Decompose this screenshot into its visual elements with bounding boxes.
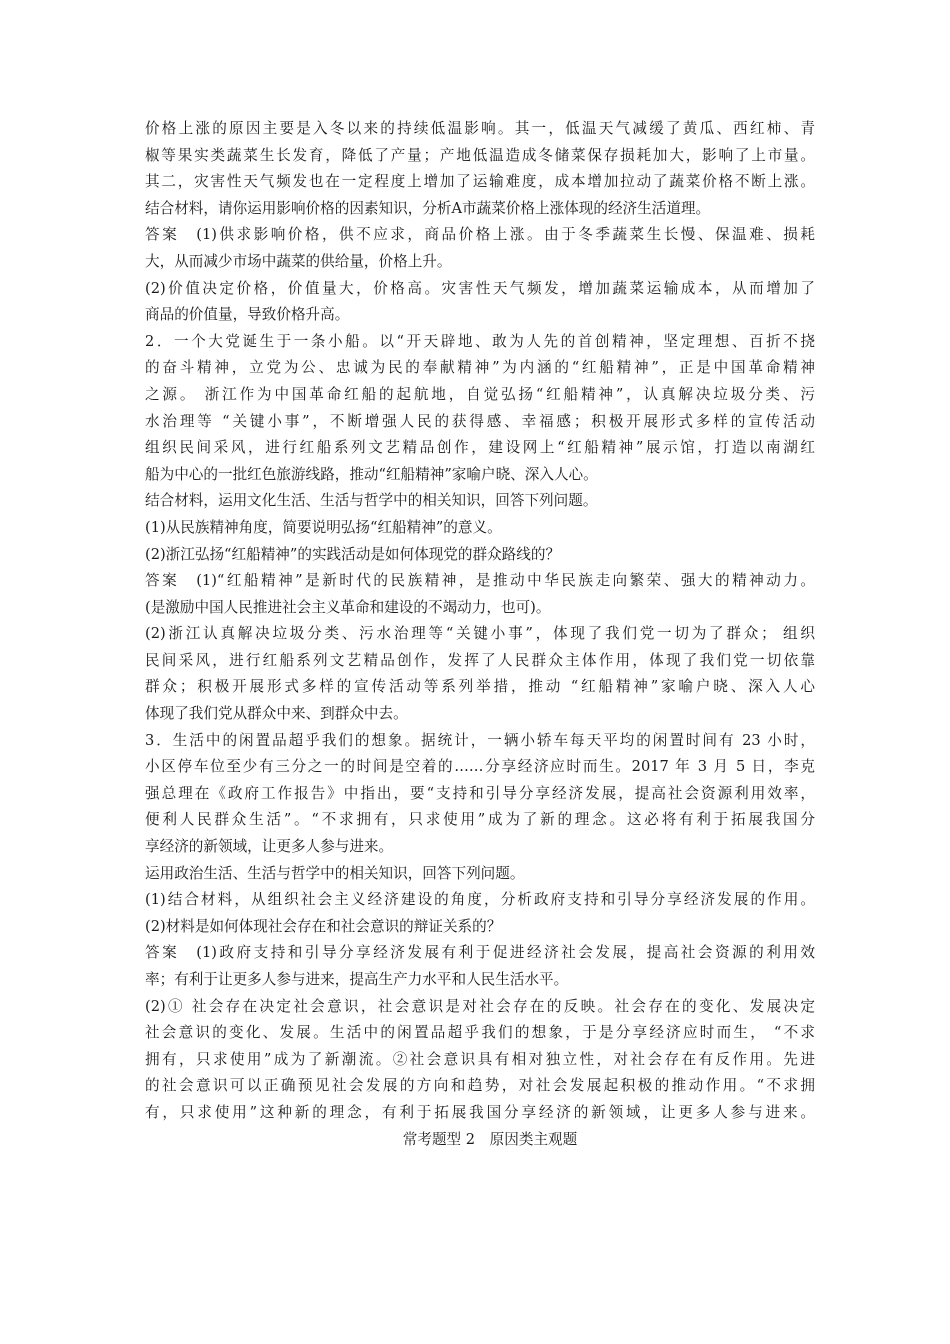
text-line: 小区停车位至少有三分之一的时间是空着的……分享经济应时而生。2017 年 3 月 5 日，李克 [145, 758, 815, 776]
question-line: 3．生活中的闲置品超乎我们的想象。据统计，一辆小轿车每天平均的闲置时间有 23 小时， [145, 731, 815, 749]
text-line: (2)浙江认真解决垃圾分类、污水治理等“关键小事”，体现了我们党一切为了群众； 组织 [145, 625, 815, 643]
text-line: 结合材料，请你运用影响价格的因素知识，分析A市蔬菜价格上涨体现的经济生活道理。 [145, 199, 711, 217]
text-line: 椒等果实类蔬菜生长发育，降低了产量；产地低温造成冬储菜保存损耗加大，影响了上市量。 [145, 146, 815, 164]
text-line: (1)从民族精神角度，简要说明弘扬“红船精神”的意义。 [145, 518, 502, 536]
text-line: (2)材料是如何体现社会存在和社会意识的辩证关系的？ [145, 917, 502, 935]
document-body [145, 116, 815, 1153]
section-heading: 常考题型 2 原因类主观题 [402, 1130, 578, 1148]
answer-line: 答案 (1)政府支持和引导分享经济发展有利于促进经济社会发展，提高社会资源的利用效 [145, 944, 815, 962]
text-line: 之源。 浙江作为中国革命红船的起航地，自觉弘扬“红船精神”，认真解决垃圾分类、污 [145, 385, 815, 403]
text-line: 有，只求使用”这种新的理念，有利于拓展我国分享经济的新领域，让更多人参与进来。 [145, 1103, 815, 1121]
text-line: (是激励中国人民推进社会主义革命和建设的不竭动力，也可)。 [145, 598, 551, 616]
text-line: 体现了我们党从群众中来、到群众中去。 [145, 705, 408, 723]
text-line: 社会意识的变化、发展。生活中的闲置品超乎我们的想象，于是分享经济应时而生， “不求 [145, 1024, 815, 1042]
text-line: 其二，灾害性天气频发也在一定程度上增加了运输难度，成本增加拉动了蔬菜价格不断上涨。 [145, 173, 815, 191]
text-line: 享经济的新领域，让更多人参与进来。 [145, 838, 394, 856]
text-line: 组织民间采风，进行红船系列文艺精品创作，建设网上“红船精神”展示馆，打造以南湖红 [145, 439, 815, 457]
question-line: 2．一个大党诞生于一条小船。以“开天辟地、敢为人先的首创精神，坚定理想、百折不挠 [145, 332, 815, 350]
text-line: (2)① 社会存在决定社会意识，社会意识是对社会存在的反映。社会存在的变化、发展决定 [145, 997, 815, 1015]
answer-line: 答案 (1)“红船精神”是新时代的民族精神，是推动中华民族走向繁荣、强大的精神动力。 [145, 572, 815, 590]
text-line: 结合材料，运用文化生活、生活与哲学中的相关知识，回答下列问题。 [145, 492, 598, 510]
text-line: (2)浙江弘扬“红船精神”的实践活动是如何体现党的群众路线的？ [145, 545, 561, 563]
text-line: 民间采风，进行红船系列文艺精品创作，发挥了人民群众主体作用，体现了我们党一切依靠 [145, 651, 815, 669]
text-line: 价格上涨的原因主要是入冬以来的持续低温影响。其一，低温天气减缓了黄瓜、西红柿、青 [145, 120, 815, 137]
text-line: 运用政治生活、生活与哲学中的相关知识，回答下列问题。 [145, 864, 525, 882]
text-line: 大，从而减少市场中蔬菜的供给量，价格上升。 [145, 252, 452, 270]
text-line: 强总理在《政府工作报告》中指出，要“支持和引导分享经济发展，提高社会资源利用效率， [145, 784, 815, 802]
text-line: 的奋斗精神，立党为公、忠诚为民的奉献精神”为内涵的“红船精神”，正是中国革命精神 [145, 359, 815, 377]
text-line: (2)价值决定价格，价值量大，价格高。灾害性天气频发，增加蔬菜运输成本，从而增加了 [145, 279, 815, 297]
answer-line: 答案 (1)供求影响价格，供不应求，商品价格上涨。由于冬季蔬菜生长慢、保温难、损耗 [145, 226, 815, 244]
text-line: 的社会意识可以正确预见社会发展的方向和趋势，对社会发展起积极的推动作用。“不求拥 [145, 1077, 815, 1095]
text-line: 群众；积极开展形式多样的宣传活动等系列举措，推动 “红船精神”家喻户晓、深入人心 [145, 678, 815, 696]
text-line: 船为中心的一批红色旅游线路，推动“红船精神”家喻户晓、深入人心。 [145, 465, 598, 483]
text-line: 便利人民群众生活”。“不求拥有，只求使用”成为了新的理念。这必将有利于拓展我国分 [145, 811, 815, 829]
text-line: 率；有利于让更多人参与进来，提高生产力水平和人民生活水平。 [145, 971, 569, 988]
text-line: 拥有，只求使用”成为了新潮流。②社会意识具有相对独立性，对社会存在有反作用。先进 [145, 1050, 815, 1068]
text-line: 水治理等 “关键小事”，不断增强人民的获得感、幸福感；积极开展形式多样的宣传活动 [145, 412, 815, 430]
text-line: 商品的价值量，导致价格升高。 [145, 306, 350, 324]
text-line: (1)结合材料，从组织社会主义经济建设的角度，分析政府支持和引导分享经济发展的作用。 [145, 891, 815, 909]
